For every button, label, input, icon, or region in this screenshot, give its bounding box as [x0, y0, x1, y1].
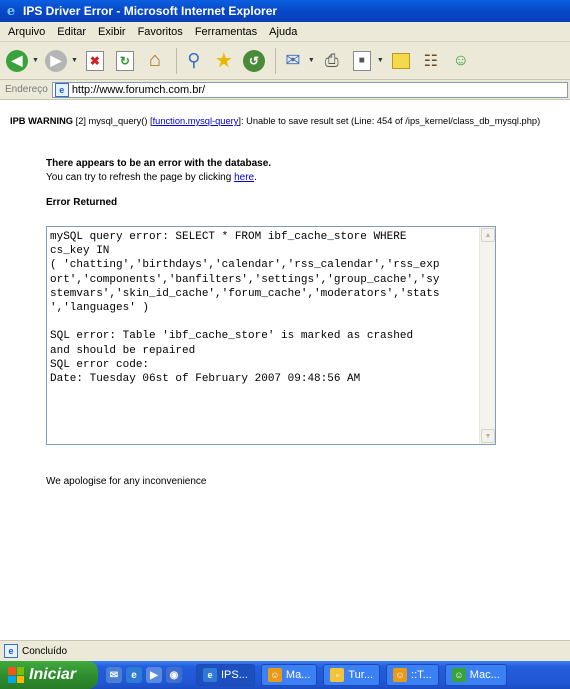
folder-icon: ▫	[330, 668, 344, 682]
back-button[interactable]	[4, 48, 30, 74]
history-button[interactable]	[241, 48, 267, 74]
refresh-end: .	[254, 172, 257, 183]
start-button[interactable]	[0, 661, 98, 689]
task-label: IPS...	[221, 669, 248, 681]
msn-icon: ☺	[452, 668, 466, 682]
window-title: IPS Driver Error - Microsoft Internet Explorer	[23, 4, 278, 18]
scroll-up-icon[interactable]: ▲	[481, 228, 495, 242]
menu-editar[interactable]: Editar	[57, 25, 87, 38]
toolbar-separator	[275, 48, 276, 74]
quick-launch	[98, 661, 190, 689]
function-link[interactable]: function.mysql-query	[152, 116, 239, 126]
address-field[interactable]	[52, 82, 568, 98]
home-button[interactable]	[142, 48, 168, 74]
toolbar	[0, 42, 570, 80]
mail-button[interactable]	[280, 48, 306, 74]
window-title-bar[interactable]	[0, 0, 570, 22]
favorites-icon: ★	[214, 50, 233, 72]
messenger-icon: ☺	[452, 51, 469, 69]
start-label: Iniciar	[29, 666, 77, 683]
here-link[interactable]: here	[234, 172, 255, 183]
messenger-icon: ☺	[393, 668, 407, 682]
menu-arquivo[interactable]: Arquivo	[8, 25, 46, 38]
media-icon[interactable]: ▶	[146, 667, 162, 683]
task-label: Ma...	[285, 669, 311, 681]
back-icon: ◀	[6, 50, 28, 72]
edit-icon: ■	[353, 51, 371, 71]
status-text: Concluído	[22, 645, 68, 657]
taskbar	[0, 661, 570, 689]
forward-icon: ▶	[45, 50, 67, 72]
edit-button[interactable]	[349, 48, 375, 74]
task-label: Tur...	[348, 669, 374, 681]
research-icon: ☷	[423, 52, 438, 70]
home-icon: ⌂	[148, 49, 161, 71]
windows-flag-icon	[8, 667, 24, 683]
forward-dropdown-icon[interactable]: ▼	[70, 57, 78, 64]
address-url[interactable]: http://www.forumch.com.br/	[71, 83, 206, 96]
research-button[interactable]	[418, 48, 444, 74]
taskbar-item-ma[interactable]	[261, 664, 317, 686]
back-dropdown-icon[interactable]: ▼	[32, 57, 39, 64]
menu-favoritos[interactable]: Favoritos	[137, 25, 183, 38]
toolbar-separator	[176, 48, 177, 74]
discuss-button[interactable]	[388, 48, 414, 74]
scroll-down-icon[interactable]: ▼	[481, 429, 495, 443]
taskbar-item-ips[interactable]	[196, 664, 255, 686]
status-bar	[0, 640, 570, 661]
desktop-icon[interactable]: ◉	[166, 667, 182, 683]
favorites-button[interactable]	[211, 48, 237, 74]
page-icon: e	[55, 83, 69, 97]
task-label: Mac...	[469, 669, 500, 681]
page-content	[0, 101, 570, 640]
print-button[interactable]	[319, 48, 345, 74]
ipb-warning	[10, 116, 540, 126]
taskbar-item-t[interactable]	[386, 664, 439, 686]
mail-dropdown-icon[interactable]: ▼	[307, 57, 315, 64]
refresh-message	[46, 172, 257, 183]
address-label: Endereço	[5, 84, 48, 95]
taskbar-item-tur[interactable]	[323, 664, 380, 686]
task-label: ::T...	[411, 669, 432, 681]
outlook-icon[interactable]: ✉	[106, 667, 122, 683]
error-heading: There appears to be an error with the database.	[46, 158, 272, 169]
menu-ferramentas[interactable]: Ferramentas	[194, 25, 258, 38]
stop-icon: ✖	[86, 51, 104, 71]
error-textarea[interactable]	[46, 226, 496, 445]
refresh-button[interactable]	[112, 48, 138, 74]
history-icon: ↺	[243, 50, 265, 72]
refresh-icon: ↻	[116, 51, 134, 71]
menu-bar	[0, 22, 570, 42]
menu-ajuda[interactable]: Ajuda	[269, 25, 298, 38]
search-button[interactable]	[181, 48, 207, 74]
messenger-icon: ☺	[268, 668, 282, 682]
refresh-text: You can try to refresh the page by clicking	[46, 172, 235, 183]
error-scrollbar[interactable]	[479, 227, 495, 444]
address-bar	[0, 80, 570, 100]
ie-icon: e	[203, 668, 217, 682]
error-returned-label: Error Returned	[46, 197, 118, 208]
apology-text: We apologise for any inconvenience	[46, 476, 207, 487]
stop-button[interactable]	[82, 48, 108, 74]
taskbar-item-mac[interactable]	[445, 664, 507, 686]
forward-button[interactable]	[43, 48, 69, 74]
discuss-icon	[392, 53, 410, 69]
page-done-icon: e	[4, 644, 18, 658]
print-icon: ⎙	[325, 50, 339, 70]
warning-label: IPB WARNING	[10, 116, 74, 126]
warning-code: [2] mysql_query() [	[75, 116, 153, 126]
search-icon: ⚲	[187, 50, 201, 70]
mail-icon: ✉	[285, 50, 301, 70]
messenger-button[interactable]	[448, 48, 474, 74]
warning-message: ]: Unable to save result set (Line: 454 of /ips_kernel/class_db_mysql.php)	[238, 116, 541, 126]
edit-dropdown-icon[interactable]: ▼	[376, 57, 384, 64]
error-text: mySQL query error: SELECT * FROM ibf_cache_store WHERE cs_key IN ( 'chatting','birthdays','calendar','rss_calendar','rss_exp ort','components','banfilters','settings','group_cache','sy stemvars','skin_id_cache','forum_cache','moderators','stats ','languages' ) SQL error: Table 'ibf_cache_store' is marked as crashed and should be repaired SQL error code: Date: Tuesday 06st of February 2007 09:48:56 AM	[50, 231, 440, 386]
internet-explorer-icon: e	[6, 3, 16, 19]
menu-exibir[interactable]: Exibir	[98, 25, 126, 38]
ie-icon[interactable]: e	[126, 667, 142, 683]
